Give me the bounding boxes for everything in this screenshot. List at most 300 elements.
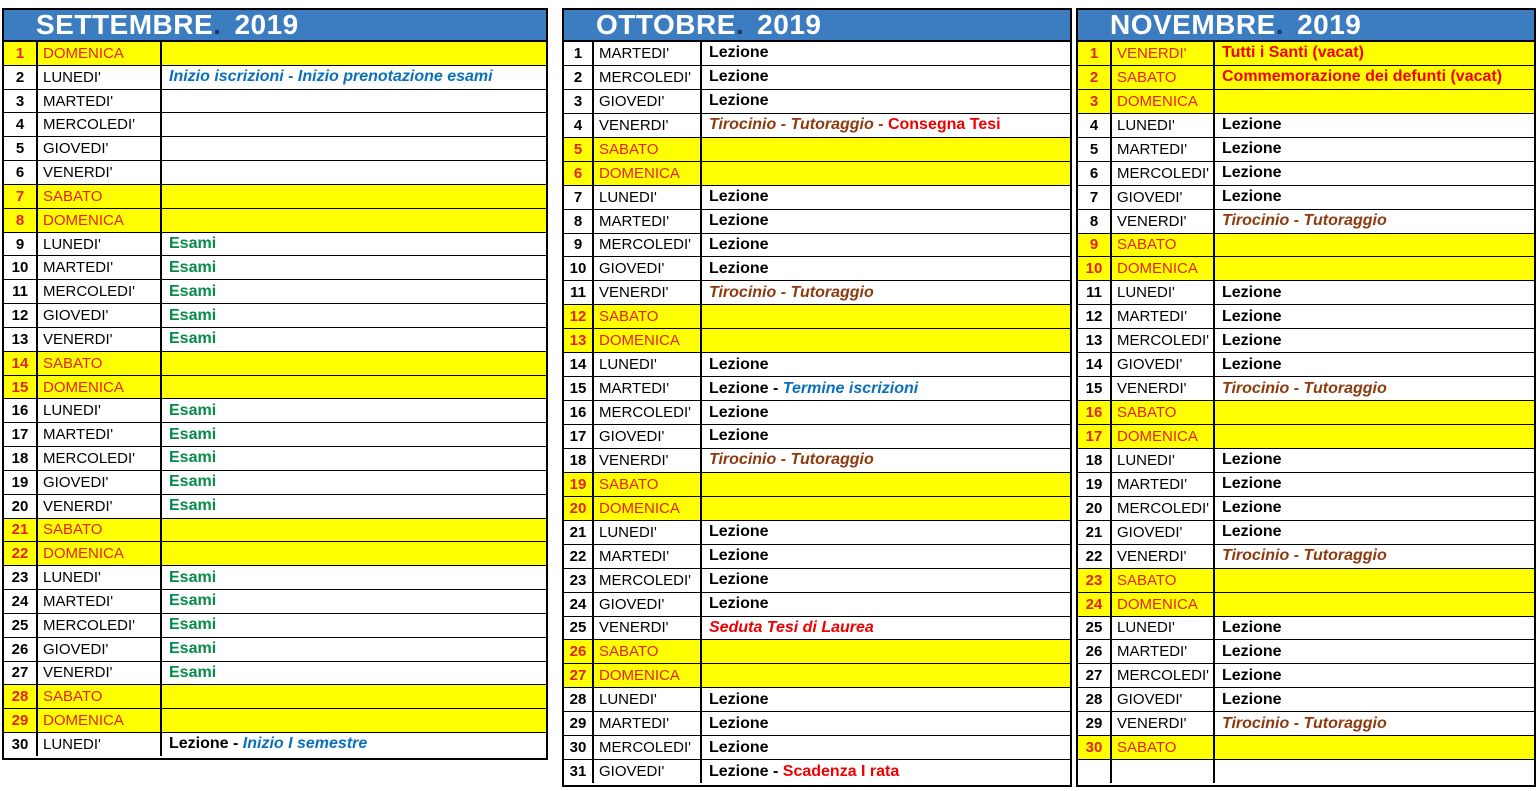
day-name-cell: MARTEDI' xyxy=(1112,473,1215,496)
day-note-cell xyxy=(162,566,546,589)
day-row xyxy=(4,590,546,614)
day-note-cell xyxy=(702,66,1070,89)
day-note-cell xyxy=(1215,210,1534,233)
day-name-cell: SABATO xyxy=(594,138,702,161)
day-row xyxy=(1078,210,1534,234)
day-note-cell xyxy=(162,113,546,136)
day-row xyxy=(564,593,1070,617)
note-segment: Inizio I semestre xyxy=(242,735,368,753)
day-row xyxy=(1078,545,1534,569)
day-note-cell xyxy=(162,662,546,685)
day-number-cell: 8 xyxy=(1078,210,1112,233)
day-name-cell: MERCOLEDI' xyxy=(594,401,702,424)
day-row xyxy=(1078,664,1534,688)
note-segment: Tirocinio - Tutoraggio xyxy=(709,283,874,301)
day-number-cell: 27 xyxy=(4,662,38,685)
day-number-cell: 19 xyxy=(4,471,38,494)
note-segment: Esami xyxy=(169,235,217,253)
day-name-cell: DOMENICA xyxy=(594,664,702,687)
day-number-cell: 9 xyxy=(4,233,38,256)
day-row xyxy=(4,566,546,590)
day-number-cell: 29 xyxy=(564,712,594,735)
day-number-cell: 11 xyxy=(1078,281,1112,304)
month-rows xyxy=(564,42,1070,783)
day-name-cell: DOMENICA xyxy=(1112,90,1215,113)
day-note-cell xyxy=(162,161,546,184)
day-note-cell xyxy=(1215,640,1534,663)
day-note-cell xyxy=(702,545,1070,568)
note-segment: Lezione xyxy=(709,259,769,277)
day-number-cell: 21 xyxy=(564,521,594,544)
day-note-cell xyxy=(702,473,1070,496)
day-number-cell: 16 xyxy=(1078,401,1112,424)
day-row xyxy=(564,186,1070,210)
day-row xyxy=(564,329,1070,353)
day-note-cell xyxy=(162,709,546,732)
day-name-cell: LUNEDI' xyxy=(38,233,162,256)
day-number-cell: 11 xyxy=(564,281,594,304)
day-name-cell: SABATO xyxy=(1112,401,1215,424)
day-note-cell xyxy=(1215,617,1534,640)
day-row xyxy=(4,423,546,447)
day-row xyxy=(1078,425,1534,449)
day-number-cell: 9 xyxy=(1078,234,1112,257)
day-name-cell: GIOVEDI' xyxy=(38,304,162,327)
day-note-cell xyxy=(162,233,546,256)
note-segment: Esami xyxy=(169,497,217,515)
day-number-cell: 2 xyxy=(4,66,38,89)
day-note-cell xyxy=(1215,569,1534,592)
day-note-cell xyxy=(702,521,1070,544)
day-name-cell: SABATO xyxy=(1112,569,1215,592)
day-number-cell: 30 xyxy=(564,736,594,759)
note-segment: Esami xyxy=(169,640,217,658)
note-segment: Esami xyxy=(169,473,217,491)
day-name-cell: DOMENICA xyxy=(38,542,162,565)
day-note-cell xyxy=(1215,353,1534,376)
day-number-cell: 20 xyxy=(1078,497,1112,520)
note-segment: Tirocinio - Tutoraggio - xyxy=(709,116,888,134)
day-name-cell: MERCOLEDI' xyxy=(1112,664,1215,687)
note-segment: Lezione xyxy=(709,427,769,445)
day-note-cell xyxy=(162,447,546,470)
note-segment: Esami xyxy=(169,449,217,467)
note-segment: Lezione xyxy=(1222,140,1282,158)
day-note-cell xyxy=(702,449,1070,472)
day-name-cell: DOMENICA xyxy=(594,162,702,185)
day-name-cell: LUNEDI' xyxy=(1112,449,1215,472)
note-segment: Lezione xyxy=(1222,475,1282,493)
day-row xyxy=(564,545,1070,569)
day-name-cell: VENERDI' xyxy=(1112,210,1215,233)
day-row xyxy=(4,614,546,638)
day-row xyxy=(4,209,546,233)
note-segment: Lezione - xyxy=(169,735,243,753)
day-name-cell: GIOVEDI' xyxy=(38,471,162,494)
day-name-cell: DOMENICA xyxy=(594,497,702,520)
note-segment: Esami xyxy=(169,258,217,276)
day-row xyxy=(564,449,1070,473)
day-number-cell: 15 xyxy=(4,376,38,399)
day-number-cell: 25 xyxy=(564,617,594,640)
month-year: 2019 xyxy=(1297,9,1362,40)
day-note-cell xyxy=(1215,497,1534,520)
note-segment: Lezione xyxy=(709,571,769,589)
day-row xyxy=(1078,305,1534,329)
day-note-cell xyxy=(1215,760,1534,783)
day-name-cell: LUNEDI' xyxy=(594,186,702,209)
day-row xyxy=(1078,617,1534,641)
day-name-cell: DOMENICA xyxy=(38,376,162,399)
note-segment: Esami xyxy=(169,330,217,348)
day-number-cell: 13 xyxy=(4,328,38,351)
day-number-cell: 6 xyxy=(1078,162,1112,185)
note-segment: Tirocinio - Tutoraggio xyxy=(709,451,874,469)
day-name-cell: MARTEDI' xyxy=(594,42,702,65)
day-name-cell: SABATO xyxy=(38,685,162,708)
day-number-cell: 22 xyxy=(1078,545,1112,568)
day-name-cell: LUNEDI' xyxy=(38,66,162,89)
day-row xyxy=(1078,257,1534,281)
day-name-cell: MARTEDI' xyxy=(38,90,162,113)
note-segment: Tirocinio - Tutoraggio xyxy=(1222,212,1387,230)
day-number-cell: 29 xyxy=(1078,712,1112,735)
note-segment: Lezione xyxy=(1222,116,1282,134)
day-note-cell xyxy=(162,471,546,494)
note-segment: Lezione - xyxy=(709,379,783,397)
day-note-cell xyxy=(702,138,1070,161)
day-name-cell: LUNEDI' xyxy=(38,566,162,589)
month-header xyxy=(1078,10,1534,42)
day-note-cell xyxy=(702,497,1070,520)
note-segment: Tutti i Santi (vacat) xyxy=(1222,44,1364,62)
day-name-cell: LUNEDI' xyxy=(594,353,702,376)
day-note-cell xyxy=(1215,138,1534,161)
day-row xyxy=(1078,712,1534,736)
day-note-cell xyxy=(702,353,1070,376)
day-note-cell xyxy=(1215,377,1534,400)
day-number-cell: 22 xyxy=(4,542,38,565)
day-note-cell xyxy=(1215,42,1534,65)
day-row xyxy=(1078,329,1534,353)
day-row xyxy=(4,256,546,280)
note-segment: Lezione xyxy=(709,714,769,732)
day-name-cell: MERCOLEDI' xyxy=(38,113,162,136)
day-name-cell: SABATO xyxy=(38,185,162,208)
day-number-cell: 4 xyxy=(564,114,594,137)
day-row xyxy=(4,685,546,709)
note-segment: Lezione xyxy=(1222,283,1282,301)
month-rows xyxy=(4,42,546,756)
day-row xyxy=(4,662,546,686)
day-name-cell: SABATO xyxy=(594,473,702,496)
day-row xyxy=(4,471,546,495)
day-note-cell xyxy=(702,617,1070,640)
day-name-cell: SABATO xyxy=(38,519,162,542)
day-name-cell: GIOVEDI' xyxy=(38,137,162,160)
day-name-cell: MERCOLEDI' xyxy=(38,447,162,470)
note-segment: Tirocinio - Tutoraggio xyxy=(1222,379,1387,397)
day-note-cell xyxy=(702,305,1070,328)
day-note-cell xyxy=(162,519,546,542)
day-name-cell: SABATO xyxy=(594,305,702,328)
day-number-cell: 6 xyxy=(564,162,594,185)
day-note-cell xyxy=(1215,401,1534,424)
day-note-cell xyxy=(1215,329,1534,352)
day-row xyxy=(1078,162,1534,186)
day-name-cell: VENERDI' xyxy=(38,495,162,518)
day-row xyxy=(4,519,546,543)
day-name-cell: VENERDI' xyxy=(1112,712,1215,735)
day-row xyxy=(564,425,1070,449)
day-note-cell xyxy=(162,399,546,422)
day-number-cell: 3 xyxy=(1078,90,1112,113)
note-segment: Lezione - xyxy=(709,762,783,780)
day-row xyxy=(564,401,1070,425)
day-number-cell: 16 xyxy=(564,401,594,424)
day-row xyxy=(4,399,546,423)
day-number-cell: 19 xyxy=(1078,473,1112,496)
note-segment: Lezione xyxy=(1222,451,1282,469)
day-number-cell: 17 xyxy=(1078,425,1112,448)
day-name-cell: MARTEDI' xyxy=(38,423,162,446)
day-row xyxy=(564,688,1070,712)
day-note-cell xyxy=(702,760,1070,783)
note-segment: Lezione xyxy=(709,738,769,756)
day-note-cell xyxy=(162,42,546,65)
day-note-cell xyxy=(702,210,1070,233)
day-row xyxy=(1078,593,1534,617)
day-name-cell: MERCOLEDI' xyxy=(1112,329,1215,352)
note-segment: Esami xyxy=(169,306,217,324)
note-segment: Lezione xyxy=(1222,642,1282,660)
day-name-cell: MARTEDI' xyxy=(594,377,702,400)
day-name-cell: LUNEDI' xyxy=(1112,617,1215,640)
note-segment: Lezione xyxy=(709,403,769,421)
day-number-cell: 7 xyxy=(1078,186,1112,209)
day-row xyxy=(1078,234,1534,258)
day-name-cell: MARTEDI' xyxy=(38,256,162,279)
day-note-cell xyxy=(1215,473,1534,496)
day-number-cell: 18 xyxy=(564,449,594,472)
month-title-dot: . xyxy=(213,9,222,40)
note-segment: Esami xyxy=(169,616,217,634)
month-name: OTTOBRE xyxy=(596,9,736,40)
note-segment: Inizio iscrizioni - Inizio prenotazione esami xyxy=(169,68,493,86)
day-row xyxy=(4,280,546,304)
day-number-cell: 22 xyxy=(564,545,594,568)
day-row xyxy=(564,377,1070,401)
month-year: 2019 xyxy=(234,9,299,40)
day-number-cell: 3 xyxy=(564,90,594,113)
day-number-cell: 7 xyxy=(4,185,38,208)
day-number-cell: 8 xyxy=(4,209,38,232)
day-note-cell xyxy=(702,42,1070,65)
note-segment: Esami xyxy=(169,282,217,300)
day-number-cell: 13 xyxy=(1078,329,1112,352)
note-segment: Lezione xyxy=(709,595,769,613)
note-segment: Lezione xyxy=(709,212,769,230)
day-note-cell xyxy=(1215,545,1534,568)
day-number-cell: 1 xyxy=(1078,42,1112,65)
day-name-cell: DOMENICA xyxy=(1112,425,1215,448)
day-note-cell xyxy=(1215,114,1534,137)
month-header xyxy=(4,10,546,42)
day-number-cell: 17 xyxy=(564,425,594,448)
day-name-cell: VENERDI' xyxy=(1112,545,1215,568)
month-rows xyxy=(1078,42,1534,783)
note-segment: Tirocinio - Tutoraggio xyxy=(1222,547,1387,565)
day-name-cell: MARTEDI' xyxy=(1112,138,1215,161)
day-row xyxy=(1078,281,1534,305)
day-number-cell: 21 xyxy=(1078,521,1112,544)
day-row xyxy=(1078,90,1534,114)
day-row xyxy=(564,305,1070,329)
day-name-cell: VENERDI' xyxy=(594,114,702,137)
note-segment: Termine iscrizioni xyxy=(782,379,919,397)
day-number-cell: 14 xyxy=(564,353,594,376)
day-name-cell: DOMENICA xyxy=(38,42,162,65)
day-note-cell xyxy=(702,257,1070,280)
day-row xyxy=(564,42,1070,66)
note-segment: Lezione xyxy=(709,44,769,62)
day-number-cell: 11 xyxy=(4,280,38,303)
note-segment: Lezione xyxy=(1222,499,1282,517)
day-number-cell: 26 xyxy=(1078,640,1112,663)
day-number-cell: 10 xyxy=(4,256,38,279)
day-note-cell xyxy=(702,664,1070,687)
day-row xyxy=(4,542,546,566)
day-name-cell: GIOVEDI' xyxy=(1112,521,1215,544)
day-number-cell: 8 xyxy=(564,210,594,233)
day-row xyxy=(1078,640,1534,664)
day-name-cell xyxy=(1112,760,1215,783)
day-name-cell: DOMENICA xyxy=(594,329,702,352)
day-row xyxy=(564,257,1070,281)
day-row xyxy=(4,495,546,519)
day-row xyxy=(4,376,546,400)
day-name-cell: VENERDI' xyxy=(38,328,162,351)
day-number-cell: 1 xyxy=(564,42,594,65)
day-note-cell xyxy=(702,281,1070,304)
note-segment: Seduta Tesi di Laurea xyxy=(709,618,874,636)
day-row xyxy=(4,161,546,185)
note-segment: Lezione xyxy=(1222,188,1282,206)
day-name-cell: MARTEDI' xyxy=(594,712,702,735)
day-note-cell xyxy=(1215,521,1534,544)
day-row xyxy=(1078,353,1534,377)
day-name-cell: DOMENICA xyxy=(1112,593,1215,616)
day-note-cell xyxy=(1215,736,1534,759)
day-number-cell: 19 xyxy=(564,473,594,496)
day-name-cell: DOMENICA xyxy=(1112,257,1215,280)
day-name-cell: MARTEDI' xyxy=(38,590,162,613)
day-name-cell: MARTEDI' xyxy=(594,545,702,568)
day-number-cell: 23 xyxy=(564,569,594,592)
day-note-cell xyxy=(162,638,546,661)
day-note-cell xyxy=(702,425,1070,448)
day-name-cell: VENERDI' xyxy=(594,281,702,304)
day-number-cell: 4 xyxy=(4,113,38,136)
day-name-cell: LUNEDI' xyxy=(594,521,702,544)
month-table-settembre xyxy=(2,8,548,760)
day-number-cell: 27 xyxy=(1078,664,1112,687)
day-row xyxy=(4,304,546,328)
note-segment: Esami xyxy=(169,592,217,610)
day-number-cell: 5 xyxy=(1078,138,1112,161)
day-note-cell xyxy=(702,90,1070,113)
day-number-cell: 9 xyxy=(564,234,594,257)
day-note-cell xyxy=(162,328,546,351)
note-segment: Lezione xyxy=(1222,618,1282,636)
day-number-cell: 7 xyxy=(564,186,594,209)
day-number-cell: 18 xyxy=(1078,449,1112,472)
month-title-dot: . xyxy=(735,9,745,40)
day-name-cell: MERCOLEDI' xyxy=(1112,497,1215,520)
day-row xyxy=(1078,377,1534,401)
day-row xyxy=(564,497,1070,521)
day-name-cell: MERCOLEDI' xyxy=(594,66,702,89)
day-number-cell: 28 xyxy=(564,688,594,711)
day-row xyxy=(1078,114,1534,138)
note-segment: Tirocinio - Tutoraggio xyxy=(1222,714,1387,732)
day-name-cell: GIOVEDI' xyxy=(1112,353,1215,376)
day-row xyxy=(564,521,1070,545)
day-name-cell: VENERDI' xyxy=(38,662,162,685)
note-segment: Lezione xyxy=(1222,666,1282,684)
day-note-cell xyxy=(162,66,546,89)
day-note-cell xyxy=(702,569,1070,592)
day-row xyxy=(564,736,1070,760)
note-segment: Esami xyxy=(169,663,217,681)
note-segment: Lezione xyxy=(709,355,769,373)
day-row xyxy=(4,113,546,137)
day-note-cell xyxy=(1215,186,1534,209)
day-name-cell: GIOVEDI' xyxy=(594,425,702,448)
day-note-cell xyxy=(702,329,1070,352)
day-number-cell: 27 xyxy=(564,664,594,687)
day-note-cell xyxy=(162,376,546,399)
day-number-cell: 6 xyxy=(4,161,38,184)
day-note-cell xyxy=(1215,688,1534,711)
day-row xyxy=(564,712,1070,736)
day-row xyxy=(4,447,546,471)
day-row xyxy=(1078,688,1534,712)
day-name-cell: MERCOLEDI' xyxy=(38,280,162,303)
day-row xyxy=(564,281,1070,305)
day-number-cell: 24 xyxy=(1078,593,1112,616)
day-note-cell xyxy=(702,688,1070,711)
note-segment: Lezione xyxy=(1222,164,1282,182)
day-note-cell xyxy=(162,423,546,446)
day-note-cell xyxy=(162,614,546,637)
note-segment: Lezione xyxy=(709,690,769,708)
day-row xyxy=(564,640,1070,664)
day-name-cell: DOMENICA xyxy=(38,709,162,732)
day-row xyxy=(1078,473,1534,497)
day-note-cell xyxy=(162,304,546,327)
day-note-cell xyxy=(702,114,1070,137)
day-name-cell: GIOVEDI' xyxy=(38,638,162,661)
day-note-cell xyxy=(702,186,1070,209)
day-number-cell: 29 xyxy=(4,709,38,732)
day-number-cell: 25 xyxy=(1078,617,1112,640)
day-name-cell: GIOVEDI' xyxy=(594,90,702,113)
day-note-cell xyxy=(1215,593,1534,616)
day-number-cell: 5 xyxy=(4,137,38,160)
day-note-cell xyxy=(702,593,1070,616)
day-number-cell: 30 xyxy=(4,733,38,756)
